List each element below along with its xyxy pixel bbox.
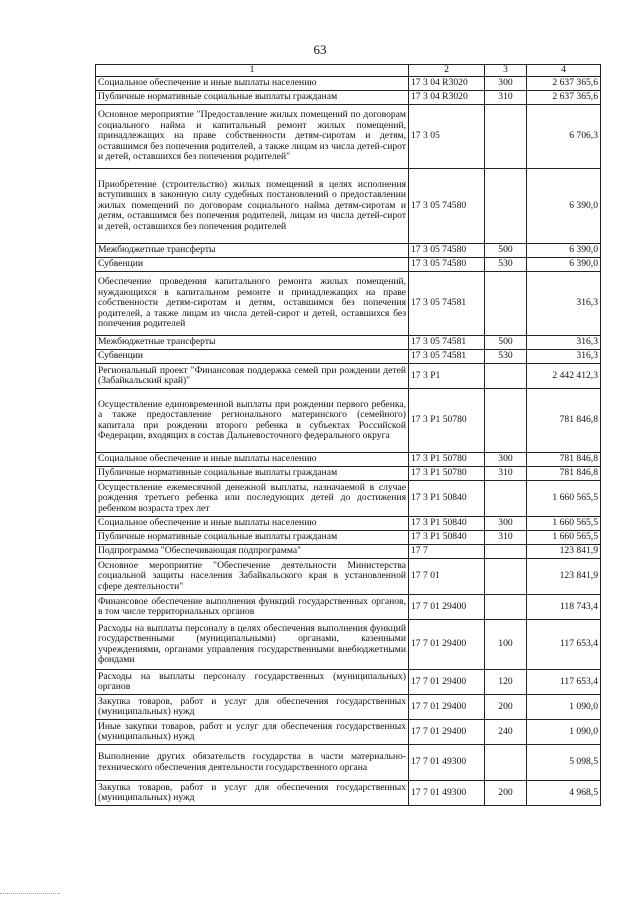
row-sum-cell: 6 390,0 [527,169,601,244]
row-name-cell: Основное мероприятие "Предоставление жилых помещений по договорам социального найма и капитальный ремонт жилых помещений, принадлежащих на праве собственности детям-сиротам и детям, оставшимся без попечения родителей, а также лицам из числа детей-сирот и детей, оставшихся без попечения родителей" [96,105,409,169]
row-sum-cell: 123 841,9 [527,559,601,595]
row-name-cell: Расходы на выплаты персоналу в целях обеспечения выполнения функций государственными (муниципальными) органами, казенными учреждениями, органами управления государственными внебюджетными фондами [96,620,409,670]
row-kind-cell: 100 [485,620,527,670]
row-name-cell: Осуществление единовременной выплаты при рождении первого ребенка, а также предоставление регионального материнского (семейного) капитала при рождении второго ребенка в субъектах Российской Федерации, входящих в состав Дальневосточного федерального округа [96,389,409,453]
table-row [96,781,601,806]
row-name-cell: Социальное обеспечение и иные выплаты населению [96,453,409,467]
row-sum-cell: 1 660 565,5 [527,481,601,517]
row-name-cell: Социальное обеспечение и иные выплаты населению [96,517,409,531]
row-name-cell: Социальное обеспечение и иные выплаты населению [96,77,409,91]
row-kind-cell [485,559,527,595]
table-row [96,720,601,745]
table-row [96,364,601,389]
row-sum-cell: 1 660 565,5 [527,531,601,545]
row-sum-cell: 6 706,3 [527,105,601,169]
table-row [96,531,601,545]
table-row [96,91,601,105]
row-name-cell: Публичные нормативные социальные выплаты гражданам [96,531,409,545]
row-sum-cell: 5 098,5 [527,745,601,781]
row-code-cell: 17 7 01 29400 [409,670,485,695]
row-kind-cell [485,595,527,620]
table-row [96,517,601,531]
row-kind-cell [485,545,527,559]
table-row [96,745,601,781]
row-sum-cell: 781 846,8 [527,389,601,453]
row-name-cell: Субвенции [96,258,409,272]
table-row [96,336,601,350]
row-sum-cell: 781 846,8 [527,467,601,481]
header-col-name: 1 [96,65,409,77]
table-row [96,670,601,695]
row-code-cell: 17 3 05 74580 [409,169,485,244]
row-name-cell: Осуществление ежемесячной денежной выплаты, назначаемой в случае рождения третьего ребенка или последующих детей до достижения ребенком возраста трех лет [96,481,409,517]
table-row [96,695,601,720]
table-row [96,559,601,595]
row-kind-cell: 300 [485,77,527,91]
table-row [96,244,601,258]
row-kind-cell [485,481,527,517]
table-row [96,77,601,91]
row-sum-cell: 4 968,5 [527,781,601,806]
row-name-cell: Подпрограмма "Обеспечивающая подпрограмма" [96,545,409,559]
row-kind-cell: 310 [485,91,527,105]
row-sum-cell: 6 390,0 [527,258,601,272]
row-code-cell: 17 7 [409,545,485,559]
row-name-cell: Межбюджетные трансферты [96,336,409,350]
row-code-cell: 17 3 05 74581 [409,272,485,336]
row-code-cell: 17 3 P1 [409,364,485,389]
row-code-cell: 17 3 05 74581 [409,350,485,364]
row-code-cell: 17 7 01 29400 [409,720,485,745]
row-code-cell: 17 3 P1 50780 [409,467,485,481]
header-col-sum: 4 [527,65,601,77]
table-row [96,389,601,453]
page-number: 63 [313,42,327,57]
row-name-cell: Закупка товаров, работ и услуг для обеспечения государственных (муниципальных) нужд [96,695,409,720]
row-name-cell: Основное мероприятие "Обеспечение деятельности Министерства социальной защиты населения Забайкальского края в установленной сфере деятельности" [96,559,409,595]
row-name-cell: Публичные нормативные социальные выплаты гражданам [96,467,409,481]
row-code-cell: 17 7 01 [409,559,485,595]
row-code-cell: 17 3 P1 50840 [409,517,485,531]
row-kind-cell: 120 [485,670,527,695]
row-code-cell: 17 3 05 [409,105,485,169]
row-name-cell: Приобретение (строительство) жилых помещений в целях исполнения вступивших в законную силу судебных постановлений о предоставлении жилых помещений по договорам социального найма детям-сиротам и детям, оставшимся без попечения родителей, лицам из числа детей-сирот и детей, оставшихся без попечения родителей [96,169,409,244]
row-code-cell: 17 3 04 R3020 [409,77,485,91]
row-name-cell: Региональный проект "Финансовая поддержка семей при рождении детей (Забайкальский край)" [96,364,409,389]
row-kind-cell: 300 [485,517,527,531]
row-kind-cell: 310 [485,467,527,481]
row-code-cell: 17 3 05 74580 [409,258,485,272]
table-row [96,272,601,336]
row-kind-cell: 300 [485,453,527,467]
table-header-row [96,65,601,77]
row-kind-cell [485,745,527,781]
row-code-cell: 17 7 01 29400 [409,595,485,620]
table-row [96,258,601,272]
row-kind-cell: 500 [485,336,527,350]
row-code-cell: 17 7 01 49300 [409,745,485,781]
row-name-cell: Закупка товаров, работ и услуг для обеспечения государственных (муниципальных) нужд [96,781,409,806]
header-col-code: 2 [409,65,485,77]
row-code-cell: 17 3 05 74581 [409,336,485,350]
row-kind-cell [485,389,527,453]
row-sum-cell: 117 653,4 [527,620,601,670]
row-code-cell: 17 7 01 29400 [409,620,485,670]
row-name-cell: Субвенции [96,350,409,364]
row-kind-cell: 530 [485,258,527,272]
row-sum-cell: 1 090,0 [527,720,601,745]
row-kind-cell [485,272,527,336]
scan-edge-mark [0,893,60,894]
row-code-cell: 17 3 04 R3020 [409,91,485,105]
row-code-cell: 17 7 01 49300 [409,781,485,806]
budget-table [95,64,601,806]
row-name-cell: Публичные нормативные социальные выплаты гражданам [96,91,409,105]
row-kind-cell: 240 [485,720,527,745]
table-row [96,545,601,559]
row-kind-cell: 310 [485,531,527,545]
row-name-cell: Финансовое обеспечение выполнения функций государственных органов, в том числе территориальных органов [96,595,409,620]
row-sum-cell: 2 442 412,3 [527,364,601,389]
table-row [96,620,601,670]
row-code-cell: 17 3 P1 50780 [409,389,485,453]
row-code-cell: 17 3 P1 50840 [409,481,485,517]
row-kind-cell [485,364,527,389]
row-kind-cell: 500 [485,244,527,258]
row-sum-cell: 316,3 [527,272,601,336]
row-code-cell: 17 3 P1 50840 [409,531,485,545]
row-sum-cell: 1 090,0 [527,695,601,720]
row-sum-cell: 118 743,4 [527,595,601,620]
table-row [96,169,601,244]
row-kind-cell [485,169,527,244]
row-sum-cell: 2 637 365,6 [527,77,601,91]
header-col-kind: 3 [485,65,527,77]
row-kind-cell: 200 [485,695,527,720]
table-row [96,350,601,364]
row-kind-cell: 530 [485,350,527,364]
row-sum-cell: 117 653,4 [527,670,601,695]
row-kind-cell: 200 [485,781,527,806]
row-name-cell: Выполнение других обязательств государства в части материально-технического обеспечения деятельности государственного органа [96,745,409,781]
row-sum-cell: 123 841,9 [527,545,601,559]
row-sum-cell: 1 660 565,5 [527,517,601,531]
row-sum-cell: 316,3 [527,336,601,350]
row-code-cell: 17 3 P1 50780 [409,453,485,467]
row-sum-cell: 6 390,0 [527,244,601,258]
row-name-cell: Межбюджетные трансферты [96,244,409,258]
row-name-cell: Обеспечение проведения капитального ремонта жилых помещений, нуждающихся в капитальном ремонте и принадлежащих на праве собственности детям-сиротам и детям, оставшимся без попечения родителей, а также лицам из числа детей-сирот и детей, оставшихся без попечения родителей [96,272,409,336]
row-sum-cell: 2 637 365,6 [527,91,601,105]
table-row [96,453,601,467]
table-row [96,105,601,169]
table-row [96,595,601,620]
row-code-cell: 17 7 01 29400 [409,695,485,720]
row-kind-cell [485,105,527,169]
row-sum-cell: 781 846,8 [527,453,601,467]
row-name-cell: Расходы на выплаты персоналу государственных (муниципальных) органов [96,670,409,695]
row-sum-cell: 316,3 [527,350,601,364]
table-row [96,481,601,517]
row-name-cell: Иные закупки товаров, работ и услуг для обеспечения государственных (муниципальных) нужд [96,720,409,745]
row-code-cell: 17 3 05 74580 [409,244,485,258]
table-row [96,467,601,481]
